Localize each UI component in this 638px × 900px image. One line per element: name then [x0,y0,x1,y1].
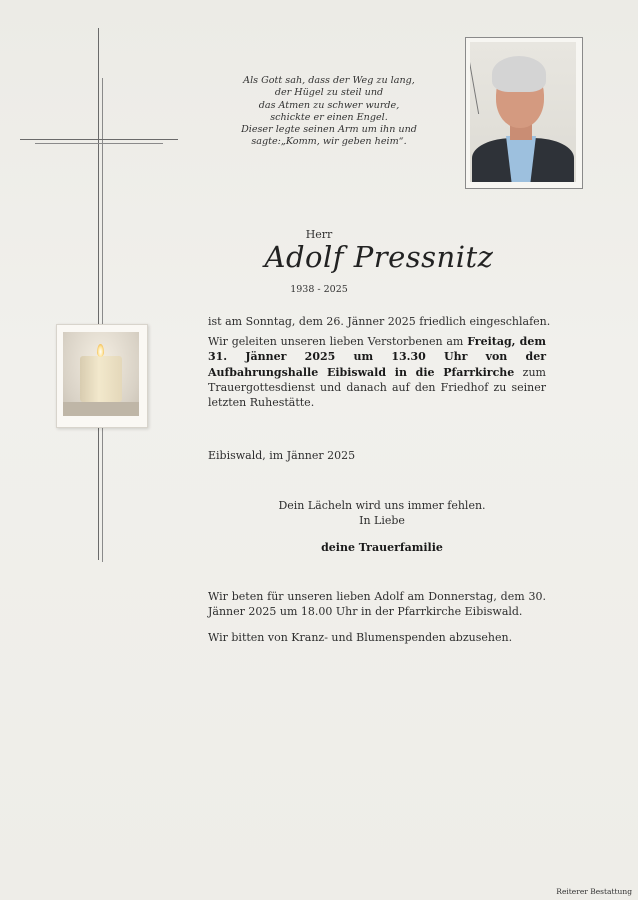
poem-line: Dieser legte seinen Arm um ihn und [241,124,417,136]
funeral-home-credit: Reiterer Bestattung [556,887,632,896]
family-signature: deine Trauerfamilie [321,541,443,554]
salutation: Herr [305,228,333,241]
cross-vertical-line-inner [102,78,103,562]
poem-line: sagte:„Komm, wir geben heim“. [251,136,407,148]
no-flowers-notice: Wir bitten von Kranz- und Blumenspenden abzusehen. [208,631,513,644]
portrait-photo [470,42,576,182]
branch-shape [470,44,491,114]
poem-line: das Atmen zu schwer wurde, [258,99,400,111]
closing-in-love: In Liebe [359,514,405,527]
poem-line: schickte er einen Engel. [270,111,388,123]
life-dates: 1938 - 2025 [290,284,348,295]
place-date: Eibiswald, im Jänner 2025 [208,449,356,462]
portrait-frame [465,37,583,189]
cross-horizontal-line [20,139,178,140]
deceased-name: Adolf Pressnitz [264,240,494,274]
candle-photo [63,332,139,416]
closing-line: Dein Lächeln wird uns immer fehlen. [278,499,486,512]
cross-horizontal-line-inner [35,143,163,144]
candle-surface [63,402,139,416]
poem-line: der Hügel zu steil und [274,87,384,99]
prayer-notice: Wir beten für unseren lieben Adolf am Donnerstag, dem 30. Jänner 2025 um 18.00 Uhr in der Pfarrkirche Eibiswald. [208,590,546,619]
candle-icon [80,356,122,402]
funeral-intro: Wir geleiten unseren lieben Verstorbenen am [208,335,468,348]
candle-image [56,324,148,428]
funeral-outro: zum Trauergottesdienst und danach auf den Friedhof zu seiner letzten Ruhestätte. [208,365,546,410]
hair-shape [492,56,546,92]
funeral-date-location: Freitag, dem 31. Jänner 2025 um 13.30 Uhr von der Aufbahrungshalle Eibiswald in die Pfarrkirche [208,335,546,379]
flame-icon [97,344,104,357]
death-announcement: ist am Sonntag, dem 26. Jänner 2025 friedlich eingeschlafen. [208,315,551,328]
poem-line: Als Gott sah, dass der Weg zu lang, [243,75,415,86]
funeral-details [208,334,546,410]
memorial-poem [200,75,458,149]
